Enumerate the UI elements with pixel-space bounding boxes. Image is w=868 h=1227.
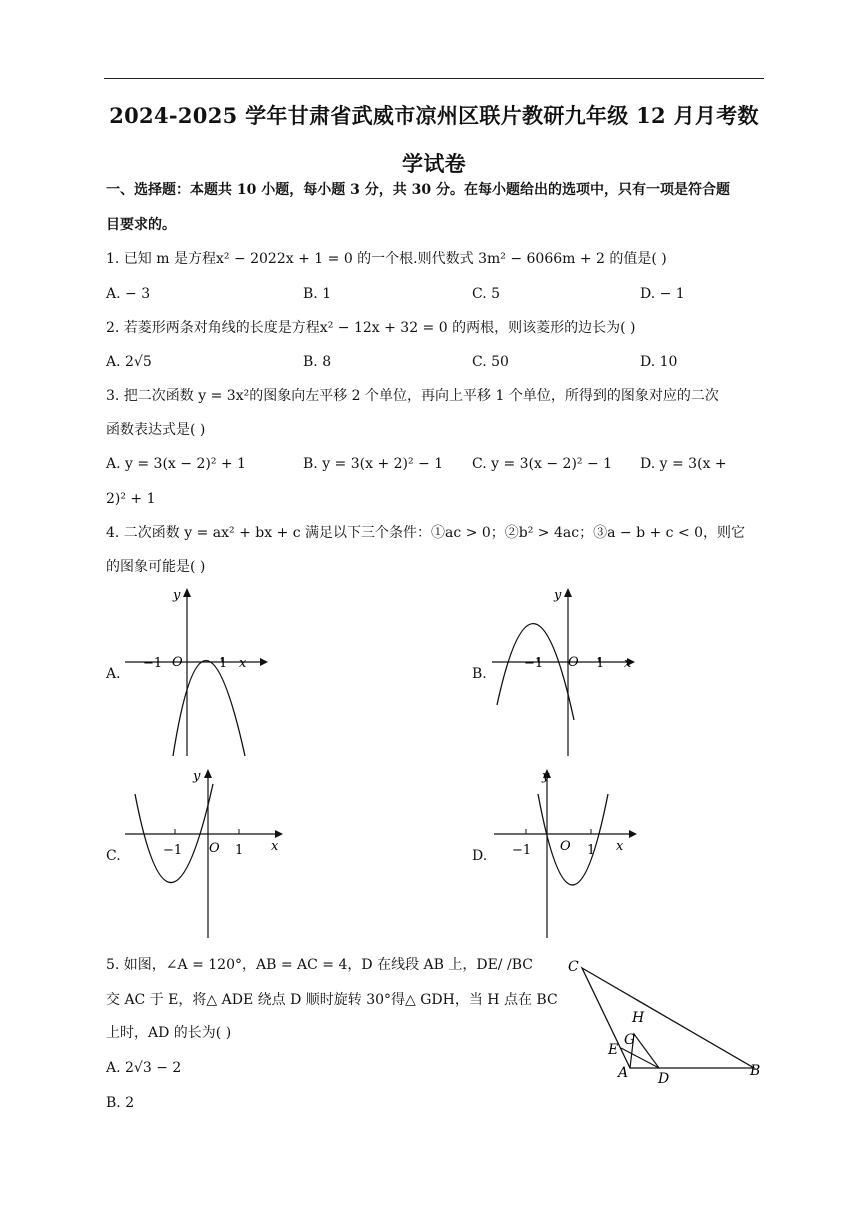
graph-a-neg-one: −1: [143, 656, 163, 671]
q4-option-b-label: B.: [472, 666, 487, 682]
graph-b-one: 1: [596, 656, 605, 671]
q1-option-c: C. 5: [472, 286, 501, 302]
q4-option-a-label: A.: [106, 666, 121, 682]
graph-a-x-label: x: [239, 656, 247, 671]
graph-c-origin: O: [209, 841, 220, 856]
graph-c-neg-one: −1: [163, 843, 183, 858]
graph-c-y-label: y: [193, 769, 201, 784]
graph-d-neg-one: −1: [512, 843, 532, 858]
q2-option-d: D. 10: [640, 354, 678, 370]
graph-c-x-label: x: [271, 839, 279, 854]
q2-option-a: A. 2√5: [106, 354, 152, 370]
q5-stem-line1: 5. 如图，∠A = 120°，AB = AC = 4，D 在线段 AB 上，DE/ /BC: [106, 957, 533, 973]
section1-heading-line2: 目要求的。: [106, 217, 176, 233]
q1-stem: 1. 已知 m 是方程x² − 2022x + 1 = 0 的一个根.则代数式 3m² − 6066m + 2 的值是( ): [106, 251, 667, 267]
exam-title-line1: 2024-2025 学年甘肃省武威市凉州区联片教研九年级 12 月月考数: [109, 103, 759, 128]
graph-b-neg-one: −1: [524, 656, 544, 671]
q3-option-d-cont: 2)² + 1: [106, 491, 156, 507]
fig-label-g: G: [624, 1032, 636, 1048]
q5-option-b: B. 2: [106, 1095, 135, 1111]
q3-stem-line1: 3. 把二次函数 y = 3x²的图象向左平移 2 个单位，再向上平移 1 个单位，所得到的图象对应的二次: [106, 388, 719, 404]
q4-stem-line2: 的图象可能是( ): [106, 559, 206, 575]
q2-stem: 2. 若菱形两条对角线的长度是方程x² − 12x + 32 = 0 的两根，则该菱形的边长为( ): [106, 320, 636, 336]
graph-a-y-label: y: [173, 588, 181, 603]
q5-triangle-figure: [560, 950, 770, 1090]
exam-title-line2: 学试卷: [402, 151, 466, 176]
exam-title: [100, 92, 768, 188]
fig-label-d: D: [658, 1071, 670, 1087]
q1-option-a: A. − 3: [106, 286, 151, 302]
fig-label-e: E: [608, 1042, 619, 1058]
graph-d-x-label: x: [616, 839, 624, 854]
graph-d-y-label: y: [542, 769, 550, 784]
graph-a-origin: O: [172, 655, 183, 670]
q4-graph-a: [125, 585, 270, 757]
q3-stem-line2: 函数表达式是( ): [106, 422, 206, 438]
q3-option-b: B. y = 3(x + 2)² − 1: [303, 456, 444, 472]
graph-b-origin: O: [568, 655, 579, 670]
q3-option-d: D. y = 3(x +: [640, 456, 727, 472]
graph-b-x-label: x: [624, 656, 632, 671]
q4-graph-c: [125, 766, 285, 938]
top-rule: [104, 78, 764, 79]
q5-stem-line2: 交 AC 于 E，将△ ADE 绕点 D 顺时旋转 30°得△ GDH，当 H 点在 BC: [106, 992, 558, 1008]
fig-label-h: H: [632, 1010, 645, 1026]
q5-stem-line3: 上时，AD 的长为( ): [106, 1025, 232, 1041]
graph-d-origin: O: [560, 839, 571, 854]
q1-option-b: B. 1: [303, 286, 332, 302]
graph-a-one: 1: [219, 656, 228, 671]
graph-b-y-label: y: [554, 588, 562, 603]
q4-option-d-label: D.: [472, 848, 488, 864]
q3-option-c: C. y = 3(x − 2)² − 1: [472, 456, 613, 472]
q2-option-c: C. 50: [472, 354, 509, 370]
graph-d-one: 1: [587, 843, 596, 858]
section1-heading-line1: 一、选择题：本题共 10 小题，每小题 3 分，共 30 分。在每小题给出的选项中，只有一项是符合题: [106, 182, 730, 198]
q2-option-b: B. 8: [303, 354, 332, 370]
q4-option-c-label: C.: [106, 848, 121, 864]
q4-graph-b: [492, 585, 637, 757]
fig-label-b: B: [750, 1063, 761, 1079]
q4-graph-d: [494, 766, 639, 938]
fig-label-c: C: [568, 959, 579, 975]
q1-option-d: D. − 1: [640, 286, 685, 302]
fig-label-a: A: [618, 1065, 629, 1081]
graph-c-one: 1: [235, 843, 244, 858]
q4-stem-line1: 4. 二次函数 y = ax² + bx + c 满足以下三个条件：①ac > 0；②b² > 4ac；③a − b + c < 0，则它: [106, 525, 746, 541]
q5-option-a: A. 2√3 − 2: [106, 1060, 182, 1076]
q3-option-a: A. y = 3(x − 2)² + 1: [106, 456, 246, 472]
